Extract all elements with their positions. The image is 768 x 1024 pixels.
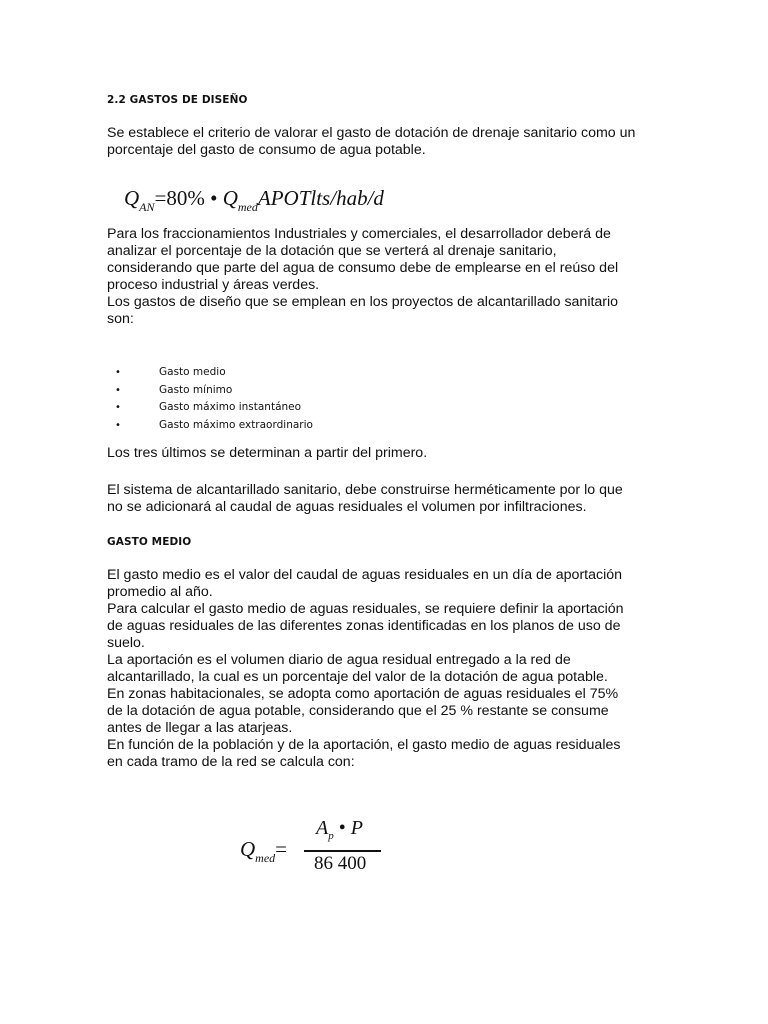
text-line: en cada tramo de la red se calcula con: [107, 754, 355, 770]
text-line: La aportación es el volumen diario de agua residual entregado a la red de [107, 652, 571, 668]
gasto-medio-heading: GASTO MEDIO [107, 536, 192, 548]
formula-equals: = [275, 837, 288, 861]
text-line: El sistema de alcantarillado sanitario, debe construirse herméticamente por lo que [107, 482, 623, 498]
formula-denominator: 86 400 [314, 853, 367, 874]
formula-symbol-p: P [350, 817, 363, 839]
sistema-paragraph [107, 482, 659, 516]
text-line: Para los fraccionamientos Industriales y comerciales, el desarrollador deberá de [107, 226, 611, 242]
text-line: son: [107, 311, 134, 327]
formula-numerator [316, 817, 363, 842]
text-line: no se adicionará al caudal de aguas residuales el volumen por infiltraciones. [107, 499, 587, 515]
list-item-label: Gasto medio [159, 366, 226, 378]
formula-symbol-a: A [316, 817, 329, 839]
text-line: Los gastos de diseño que se emplean en los proyectos de alcantarillado sanitario [107, 294, 619, 310]
text-line: de aguas residuales de las diferentes zonas identificadas en los planos de uso de [107, 618, 621, 634]
bullet-icon: • [115, 402, 121, 413]
text-line: En función de la población y de la aportación, el gasto medio de aguas residuales [107, 737, 621, 753]
formula-symbol-q: Q [124, 186, 140, 210]
fraction-bar [304, 850, 381, 852]
formula-symbol-q-med: Q [222, 186, 238, 210]
list-item [115, 382, 313, 400]
formula-subscript-p: p [328, 830, 334, 842]
text-line: alcantarillado, la cual es un porcentaje del valor de la dotación de agua potable. [107, 669, 608, 685]
text-line: El gasto medio es el valor del caudal de aguas residuales en un día de aportación [107, 567, 623, 583]
formula-qmed [240, 815, 390, 885]
gastos-bullet-list [115, 364, 313, 434]
list-item [115, 399, 313, 417]
formula-subscript-med: med [237, 200, 258, 214]
bullet-icon: • [115, 419, 121, 431]
fraccionamientos-paragraph [107, 226, 659, 328]
formula-qan [124, 186, 384, 215]
gasto-medio-paragraph [107, 567, 659, 771]
text-line: analizar el porcentaje de la dotación que se verterá al drenaje sanitario, [107, 243, 557, 259]
text-line: antes de llegar a las atarjeas. [107, 720, 293, 736]
text-line: Se establece el criterio de valorar el gasto de dotación de drenaje sanitario como un [107, 125, 636, 141]
list-item-label: Gasto máximo instantáneo [159, 401, 302, 413]
list-item [115, 364, 313, 382]
text-line: En zonas habitacionales, se adopta como aportación de aguas residuales el 75% [107, 686, 619, 702]
formula-percentage: =80% • [154, 186, 223, 210]
formula-subscript-med: med [255, 851, 276, 865]
text-line: suelo. [107, 635, 145, 651]
list-item-label: Gasto mínimo [159, 383, 233, 396]
bullet-icon: • [115, 384, 121, 396]
list-item-label: Gasto máximo extraordinario [159, 418, 313, 431]
formula-operator: • [333, 817, 351, 839]
section-heading: 2.2 GASTOS DE DISEÑO [107, 94, 248, 106]
tres-ultimos-paragraph [107, 445, 659, 462]
formula-symbol-q: Q [240, 837, 256, 861]
list-item [115, 417, 313, 435]
text-line: de la dotación de agua potable, considerando que el 25 % restante se consume [107, 703, 609, 719]
formula-lhs [240, 837, 287, 866]
text-line: promedio al año. [107, 584, 213, 600]
text-line: considerando que parte del agua de consumo debe de emplearse en el reúso del [107, 260, 619, 276]
text-line: Los tres últimos se determinan a partir del primero. [107, 445, 428, 461]
text-line: Para calcular el gasto medio de aguas residuales, se requiere definir la aportación [107, 601, 624, 617]
intro-paragraph [107, 125, 659, 159]
formula-units: APOTlts/hab/d [257, 186, 384, 210]
text-line: porcentaje del gasto de consumo de agua potable. [107, 142, 426, 158]
text-line: proceso industrial y áreas verdes. [107, 277, 320, 293]
formula-subscript-an: AN [139, 200, 155, 214]
bullet-icon: • [115, 367, 121, 378]
